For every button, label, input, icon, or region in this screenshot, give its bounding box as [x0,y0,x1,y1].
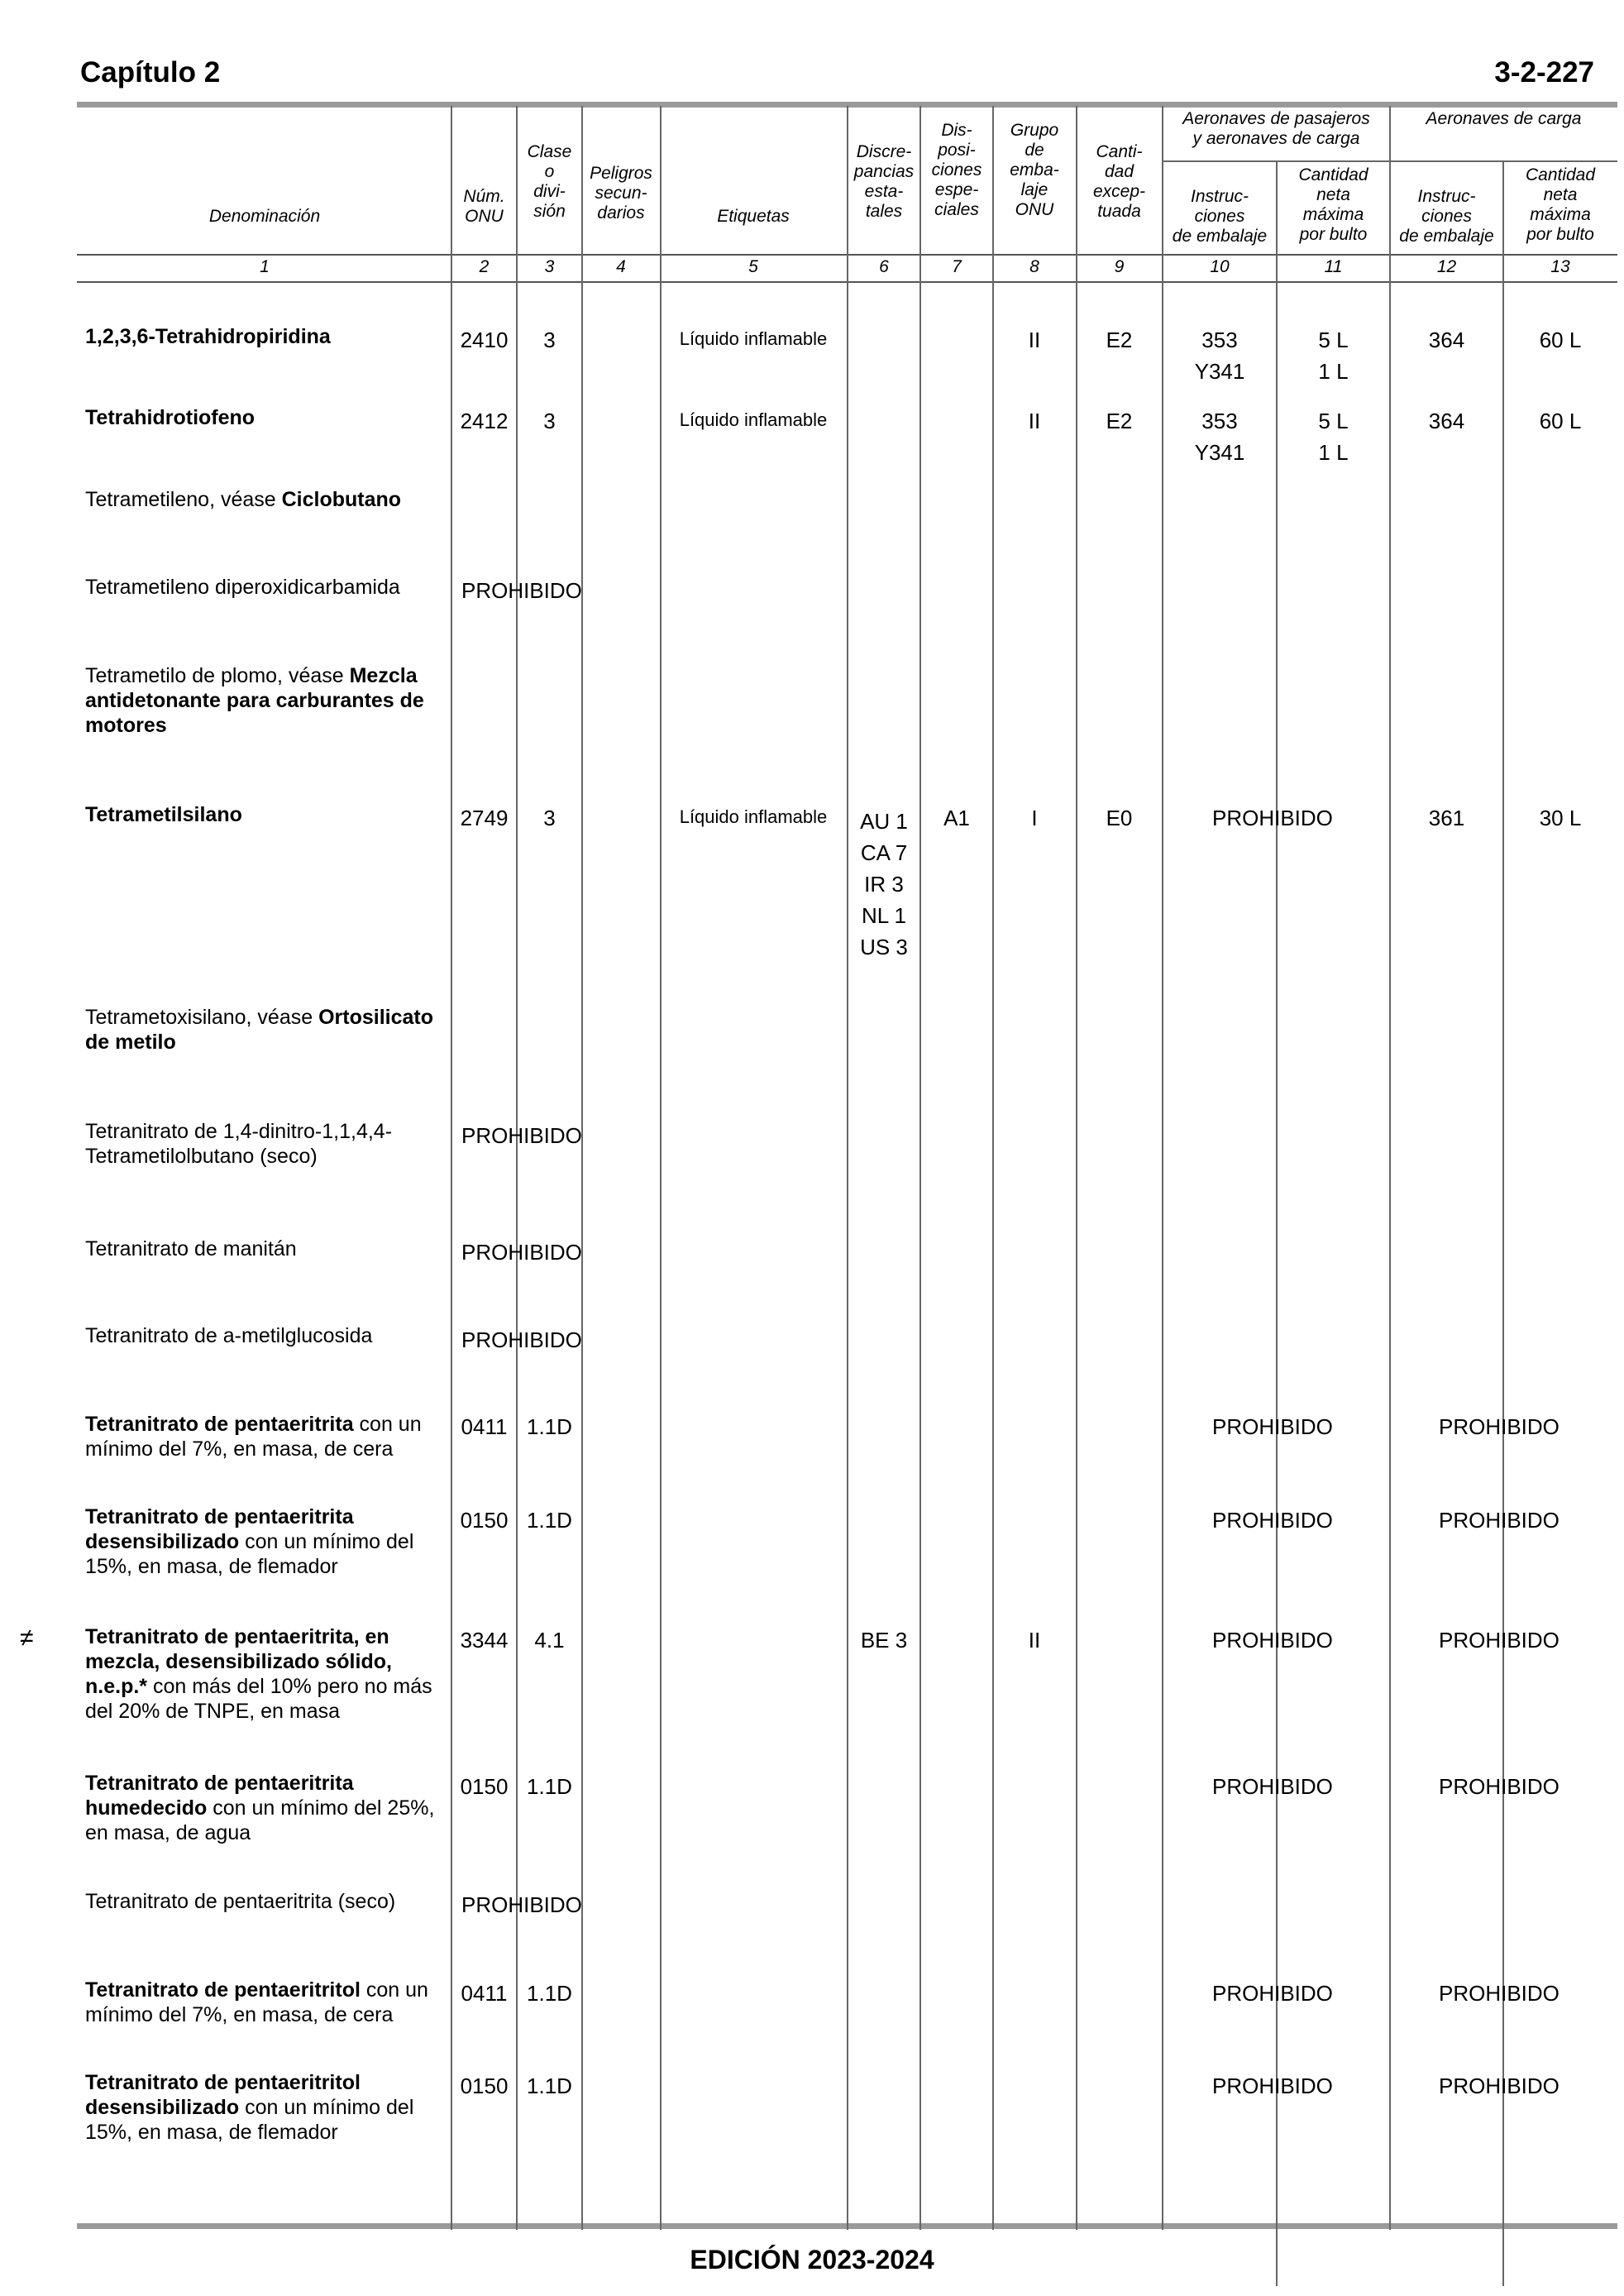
state-variations: AU 1 CA 7 IR 3 NL 1 US 3 [860,809,908,959]
un-number: 2412 [460,409,509,433]
header-subsidiary-risks: Peligros secun- darios [590,164,652,222]
packing-group: II [1028,328,1041,352]
forbidden-notice: PROHIBIDO [1212,2074,1333,2098]
hazard-class: 3 [543,806,556,830]
chapter-title: Capítulo 2 [80,56,221,88]
header-packing-group: Grupo de emba- laje ONU [1010,121,1059,219]
table-row-name: Tetranitrato de pentaeritritol con un mínimo del 7%, en masa, de cera [85,1978,428,2026]
packing-group: I [1031,806,1038,830]
forbidden-notice: PROHIBIDO [1439,1774,1560,1799]
forbidden-notice: PROHIBIDO [1439,1981,1560,2006]
forbidden-notice: PROHIBIDO [461,578,582,603]
page-number: 3-2-227 [1494,56,1594,88]
edition-footer: EDICIÓN 2023-2024 [690,2245,934,2274]
header-cargo-aircraft: Aeronaves de carga [1426,109,1582,128]
col-number: 5 [748,257,758,276]
hazard-class: 3 [543,409,556,433]
col-number: 3 [544,257,555,276]
table-row-name: 1,2,3,6-Tetrahidropiridina [85,325,331,348]
packing-group: II [1028,409,1041,433]
excepted-quantity: E0 [1106,806,1133,830]
cao-packing-instruction: 364 [1428,409,1465,433]
table-row-name: Tetrametileno diperoxidicarbamida [85,576,400,599]
cao-max-quantity: 30 L [1539,806,1582,830]
forbidden-notice: PROHIBIDO [461,1327,582,1352]
forbidden-notice: PROHIBIDO [461,1123,582,1148]
forbidden-notice: PROHIBIDO [1212,806,1333,830]
col-sep-1 [451,106,452,2230]
hazard-class: 1.1D [527,1774,572,1799]
hazard-class: 1.1D [527,1508,572,1533]
header-passenger-aircraft: Aeronaves de pasajeros y aeronaves de carga [1182,109,1370,148]
hazard-class: 4.1 [534,1628,565,1653]
table-row-name: Tetranitrato de manitán [85,1237,297,1260]
forbidden-notice: PROHIBIDO [1212,1628,1333,1653]
un-number: 3344 [460,1628,509,1653]
cao-packing-instruction: 364 [1428,328,1465,352]
forbidden-notice: PROHIBIDO [1212,1774,1333,1799]
excepted-quantity: E2 [1106,328,1133,352]
table-row-name: Tetranitrato de pentaeritrita con un mínimo del 7%, en masa, de cera [85,1413,422,1461]
cao-max-quantity: 60 L [1539,328,1582,352]
hazard-class: 1.1D [527,2074,572,2098]
table-row-name: Tetranitrato de 1,4-dinitro-1,1,4,4-Tetrametilolbutano (seco) [85,1120,393,1168]
table-row-name: Tetranitrato de pentaeritrita desensibilizado con un mínimo del 15%, en masa, de flemador [85,1505,414,1578]
cao-max-quantity: 60 L [1539,409,1582,433]
change-mark: ≠ [20,1624,34,1652]
table-row-name: Tetrametileno, véase Ciclobutano [85,488,402,511]
col-sep-5 [847,106,848,2230]
un-number: 0150 [460,2074,509,2098]
col-number: 11 [1324,257,1343,276]
excepted-quantity: E2 [1106,409,1133,433]
forbidden-notice: PROHIBIDO [1212,1508,1333,1533]
col-number: 8 [1029,257,1039,276]
table-row-name: Tetrametilo de plomo, véase Mezcla antidetonante para carburantes de motores [85,664,424,737]
hazard-label: Líquido inflamable [679,328,828,349]
header-state-variations: Discre- pancias esta- tales [853,142,915,221]
col-number: 9 [1114,257,1125,276]
table-row-name: Tetranitrato de a-metilglucosida [85,1324,373,1347]
col-sep-6 [919,106,921,2230]
hazard-class: 1.1D [527,1414,572,1439]
table-row-name: Tetranitrato de pentaeritrita, en mezcla, desensibilizado sólido, n.e.p.* con más del 10% pero no más del 20% de TNPE, en masa [85,1625,432,1723]
un-number: 0411 [461,1981,508,2006]
pax-packing-instruction: 353 Y341 [1194,328,1245,384]
forbidden-notice: PROHIBIDO [1439,1414,1560,1439]
hazard-label: Líquido inflamable [679,409,828,430]
header-un-number: Núm. ONU [463,187,505,226]
hazard-label: Líquido inflamable [679,806,828,827]
special-provision: A1 [943,806,970,830]
forbidden-notice: PROHIBIDO [461,1892,582,1917]
col-number: 7 [952,257,962,276]
pax-max-quantity: 5 L 1 L [1318,409,1349,465]
col-sep-12 [1502,162,1504,2286]
un-number: 0150 [460,1508,509,1533]
header-cao-max-quantity: Cantidad neta máxima por bulto [1525,165,1596,244]
forbidden-notice: PROHIBIDO [1439,1628,1560,1653]
table-row-name: Tetrametoxisilano, véase Ortosilicato de metilo [85,1006,434,1054]
forbidden-notice: PROHIBIDO [1212,1981,1333,2006]
un-number: 0411 [461,1414,508,1439]
state-variations: BE 3 [860,1628,908,1653]
header-pax-max-quantity: Cantidad neta máxima por bulto [1298,165,1368,244]
col-number: 2 [479,257,490,276]
packing-group: II [1028,1628,1041,1653]
table-row-name: Tetranitrato de pentaeritrita (seco) [85,1890,396,1913]
table-row-name: Tetranitrato de pentaeritrita humedecido con un mínimo del 25%, en masa, de agua [85,1772,435,1844]
col-number: 12 [1436,257,1457,276]
header-labels: Etiquetas [717,207,790,226]
un-number: 0150 [460,1774,509,1799]
header-pax-packing-instructions: Instruc- ciones de embalaje [1172,187,1268,246]
col-number: 1 [260,257,270,276]
forbidden-notice: PROHIBIDO [1439,2074,1560,2098]
pax-max-quantity: 5 L 1 L [1318,328,1349,384]
forbidden-notice: PROHIBIDO [1439,1508,1560,1533]
un-number: 2749 [460,806,509,830]
col-number: 4 [616,257,626,276]
col-number: 6 [879,257,889,276]
pax-packing-instruction: 353 Y341 [1194,409,1245,465]
table-row-name: Tetrahidrotiofeno [85,406,256,429]
header-special-provisions: Dis- posi- ciones espe- ciales [931,121,982,219]
col-sep-10 [1276,162,1278,2286]
hazard-class: 1.1D [527,1981,572,2006]
cao-packing-instruction: 361 [1428,806,1465,830]
table-row-name: Tetranitrato de pentaeritritol desensibilizado con un mínimo del 15%, en masa, de flemador [85,2071,414,2144]
header-denominacion: Denominación [208,207,321,226]
hazard-class: 3 [543,328,556,352]
table-row-name: Tetrametilsilano [85,803,242,826]
header-cao-packing-instructions: Instruc- ciones de embalaje [1399,187,1494,246]
un-number: 2410 [460,328,509,352]
col-number: 13 [1550,257,1570,276]
col-number: 10 [1210,257,1230,276]
forbidden-notice: PROHIBIDO [461,1240,582,1265]
header-excepted-quantity: Canti- dad excep- tuada [1092,142,1146,221]
forbidden-notice: PROHIBIDO [1212,1414,1333,1439]
header-class: Clase o divi- sión [527,142,572,221]
